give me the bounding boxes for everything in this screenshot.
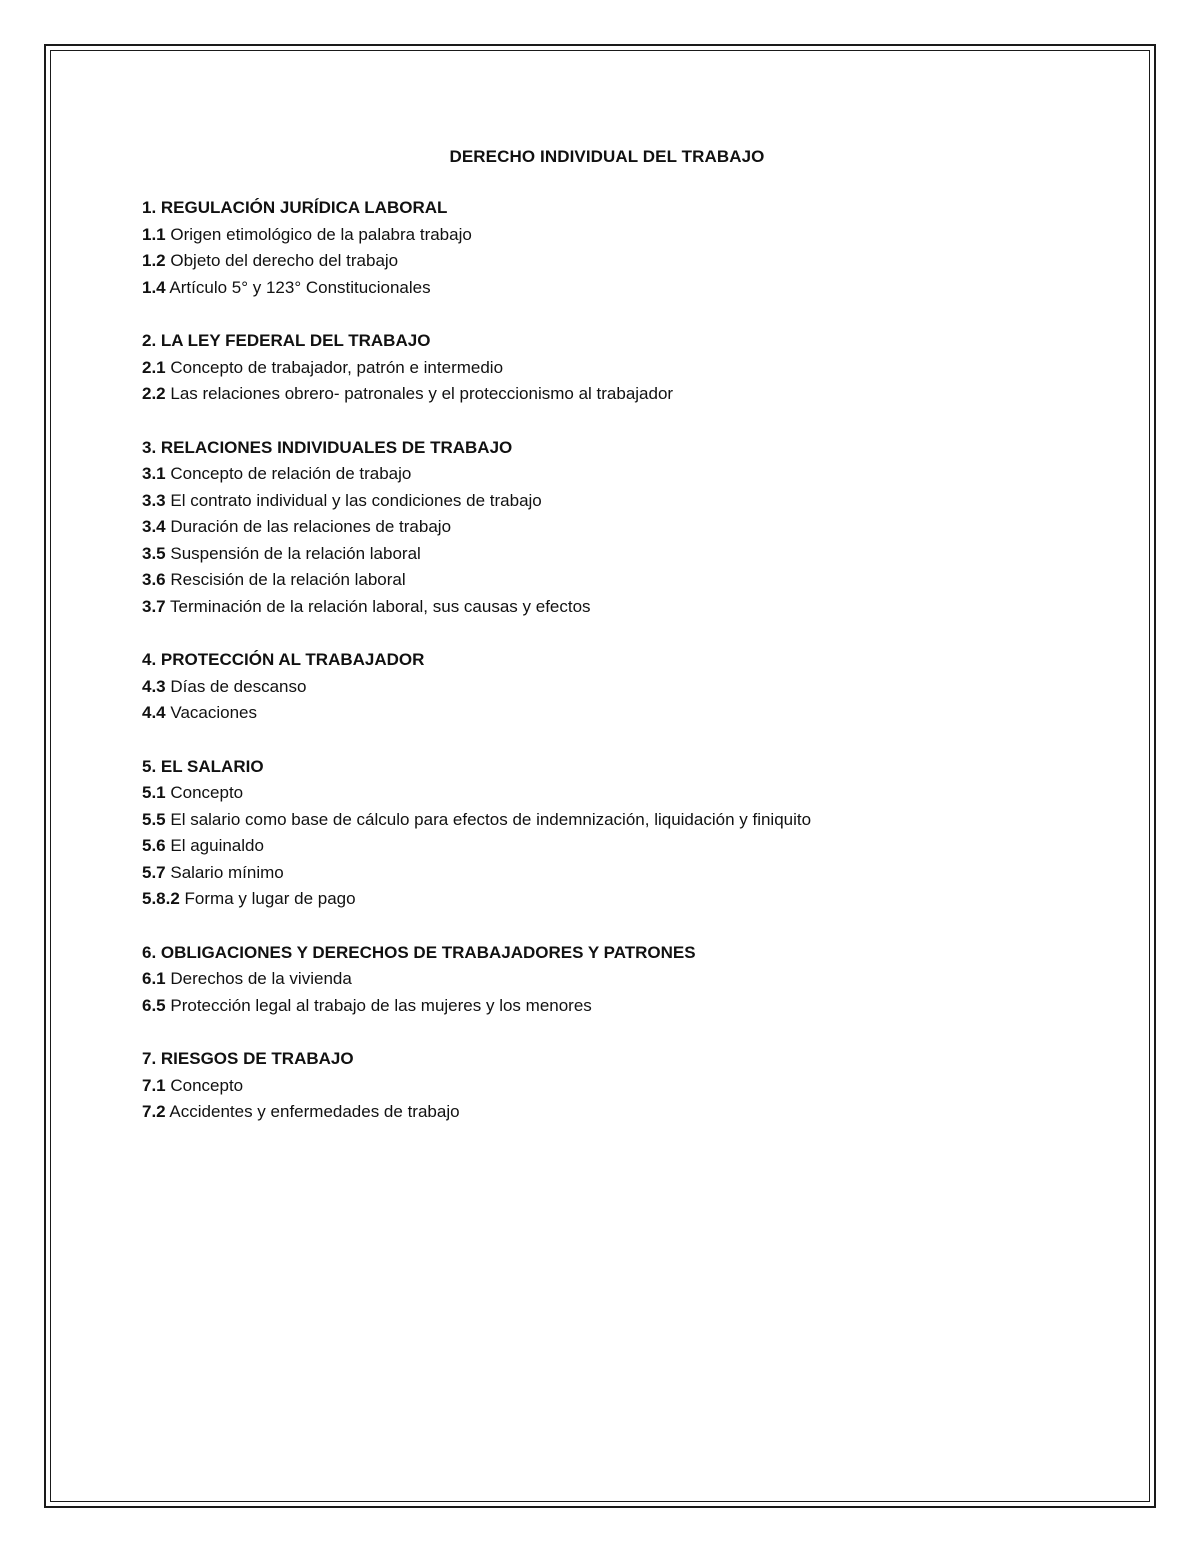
item-text: Concepto	[165, 1075, 244, 1095]
item-number: 2.1	[142, 357, 166, 377]
item-number: 3.1	[142, 464, 166, 483]
list-item	[142, 860, 1072, 887]
list-item	[142, 966, 1072, 993]
section-heading: 7. RIESGOS DE TRABAJO	[142, 1049, 354, 1068]
item-number: 5.8.2	[142, 889, 180, 908]
item-text: Protección legal al trabajo de las mujeres y los menores	[165, 995, 592, 1015]
list-item	[142, 541, 1072, 568]
item-text: El contrato individual y las condiciones de trabajo	[165, 490, 542, 510]
section-heading: 6. OBLIGACIONES Y DERECHOS DE TRABAJADORES Y PATRONES	[142, 942, 696, 962]
item-number: 2.2	[142, 384, 166, 403]
list-item	[142, 700, 1072, 727]
list-item	[142, 674, 1072, 701]
item-number: 4.3	[142, 676, 166, 696]
section-5	[142, 754, 1072, 913]
item-number: 4.4	[142, 703, 166, 722]
item-number: 6.5	[142, 995, 166, 1015]
list-item	[142, 594, 1072, 621]
item-text: Días de descanso	[165, 676, 307, 696]
item-number: 3.7	[142, 596, 166, 616]
list-item	[142, 381, 1072, 408]
item-number: 1.4	[142, 277, 166, 297]
document-title: DERECHO INDIVIDUAL DEL TRABAJO	[449, 147, 765, 166]
section-1	[142, 195, 1072, 301]
item-number: 5.1	[142, 783, 166, 802]
item-number: 7.1	[142, 1075, 166, 1095]
item-text: El salario como base de cálculo para efectos de indemnización, liquidación y finiquito	[165, 809, 812, 829]
item-text: Artículo 5° y 123° Constitucionales	[165, 277, 431, 297]
section-6	[142, 940, 1072, 1020]
item-number: 3.4	[142, 517, 166, 536]
section-list	[142, 195, 1072, 1126]
item-text: Salario mínimo	[165, 862, 284, 882]
item-number: 5.5	[142, 809, 166, 829]
section-2	[142, 328, 1072, 408]
section-3	[142, 435, 1072, 621]
item-text: Rescisión de la relación laboral	[165, 570, 406, 589]
item-number: 3.3	[142, 490, 166, 510]
item-text: Forma y lugar de pago	[179, 889, 356, 908]
list-item	[142, 355, 1072, 382]
list-item	[142, 886, 1072, 913]
list-item	[142, 780, 1072, 807]
document-body	[142, 144, 1072, 1153]
item-number: 5.7	[142, 862, 166, 882]
list-item	[142, 993, 1072, 1020]
list-item	[142, 222, 1072, 249]
item-text: Concepto de trabajador, patrón e intermedio	[165, 357, 504, 377]
list-item	[142, 807, 1072, 834]
list-item	[142, 248, 1072, 275]
item-number: 3.6	[142, 570, 166, 589]
section-heading: 2. LA LEY FEDERAL DEL TRABAJO	[142, 331, 431, 350]
item-number: 3.5	[142, 543, 166, 563]
item-text: Concepto	[165, 783, 244, 802]
item-text: El aguinaldo	[165, 836, 264, 855]
list-item	[142, 567, 1072, 594]
item-text: Origen etimológico de la palabra trabajo	[165, 224, 472, 244]
item-text: Duración de las relaciones de trabajo	[165, 517, 452, 536]
item-number: 1.2	[142, 251, 166, 270]
section-4	[142, 647, 1072, 727]
item-text: Accidentes y enfermedades de trabajo	[165, 1102, 460, 1121]
item-text: Las relaciones obrero- patronales y el proteccionismo al trabajador	[165, 384, 674, 403]
item-text: Derechos de la vivienda	[165, 969, 352, 988]
list-item	[142, 488, 1072, 515]
item-text: Suspensión de la relación laboral	[165, 543, 421, 563]
item-text: Concepto de relación de trabajo	[165, 464, 412, 483]
item-text: Vacaciones	[165, 703, 257, 722]
section-heading: 5. EL SALARIO	[142, 756, 264, 776]
item-number: 6.1	[142, 969, 166, 988]
list-item	[142, 275, 1072, 302]
list-item	[142, 461, 1072, 488]
section-heading: 1. REGULACIÓN JURÍDICA LABORAL	[142, 198, 448, 217]
item-text: Terminación de la relación laboral, sus causas y efectos	[165, 596, 591, 616]
item-number: 7.2	[142, 1102, 166, 1121]
list-item	[142, 1099, 1072, 1126]
section-heading: 3. RELACIONES INDIVIDUALES DE TRABAJO	[142, 437, 513, 457]
section-7	[142, 1046, 1072, 1126]
item-number: 1.1	[142, 224, 166, 244]
section-heading: 4. PROTECCIÓN AL TRABAJADOR	[142, 650, 425, 669]
list-item	[142, 833, 1072, 860]
list-item	[142, 1073, 1072, 1100]
item-number: 5.6	[142, 836, 166, 855]
list-item	[142, 514, 1072, 541]
item-text: Objeto del derecho del trabajo	[165, 251, 399, 270]
